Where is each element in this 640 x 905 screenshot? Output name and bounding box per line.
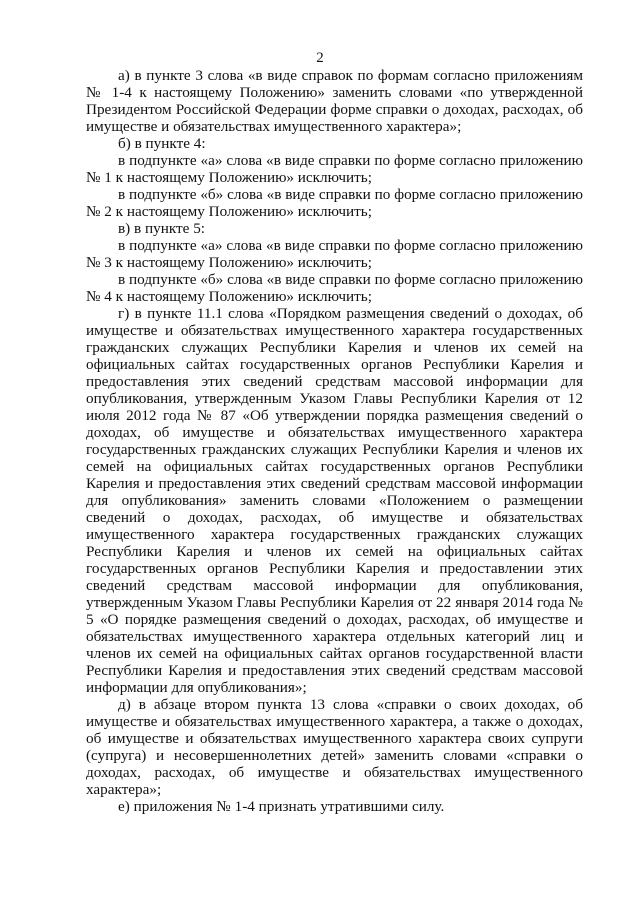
page-number: 2 [316,50,324,66]
paragraph-item-b-subitem-a: в подпункте «а» слова «в виде справки по форме согласно приложению № 1 к настоящему Положению» исключить; [86,152,583,186]
paragraph-item-b-subitem-b: в подпункте «б» слова «в виде справки по форме согласно приложению № 2 к настоящему Положению» исключить; [86,186,583,220]
paragraph-item-d: д) в абзаце втором пункта 13 слова «справки о своих доходах, об имуществе и обязательствах имущественного характера, а также о доходах, об имуществе и обязательствах имущественного характера своих супруги (супруга) и несовершеннолетних детей» заменить словами «справки о доходах, расходах, об имуществе и обязательствах имущественного характера»; [86,696,583,798]
paragraph-item-b: б) в пункте 4: [118,135,206,152]
paragraph-item-v: в) в пункте 5: [118,220,206,237]
paragraph-item-g: г) в пункте 11.1 слова «Порядком размещения сведений о доходах, об имуществе и обязательствах имущественного характера государственных гражданских служащих Республики Карелия и членов их семей на официальных сайтах государственных органов Республики Карелия и предоставления этих сведений средствам массовой информации для опубликования, утвержденным Указом Главы Республики Карелия от 12 июля 2012 года № 87 «Об утверждении порядка размещения сведений о доходах, об имуществе и обязательствах имущественного характера государственных гражданских служащих Республики Карелия и членов их семей на официальных сайтах государственных органов Республики Карелия и предоставления этих сведений средствам массовой информации для опубликования» заменить словами «Положением о размещении сведений о доходах, расходах, об имуществе и обязательствах имущественного характера государственных гражданских служащих Республики Карелия и членов их семей на официальных сайтах государственных органов Республики Карелия и предоставлении этих сведений средствам массовой информации для опубликования, утвержденным Указом Главы Республики Карелия от 22 января 2014 года № 5 «О порядке размещения сведений о доходах, расходах, об имуществе и обязательствах имущественного характера отдельных категорий лиц и членов их семей на официальных сайтах органов государственной власти Республики Карелия и предоставления этих сведений средствам массовой информации для опубликования»; [86,305,583,696]
document-body [86,67,583,815]
paragraph-item-a: а) в пункте 3 слова «в виде справок по формам согласно приложениям № 1-4 к настоящему Положению» заменить словами «по утвержденной Президентом Российской Федерации форме справки о доходах, расходах, об имуществе и обязательствах имущественного характера»; [86,67,583,135]
paragraph-item-e: е) приложения № 1-4 признать утратившими силу. [118,798,445,815]
paragraph-item-v-subitem-a: в подпункте «а» слова «в виде справки по форме согласно приложению № 3 к настоящему Положению» исключить; [86,237,583,271]
paragraph-item-v-subitem-b: в подпункте «б» слова «в виде справки по форме согласно приложению № 4 к настоящему Положению» исключить; [86,271,583,305]
